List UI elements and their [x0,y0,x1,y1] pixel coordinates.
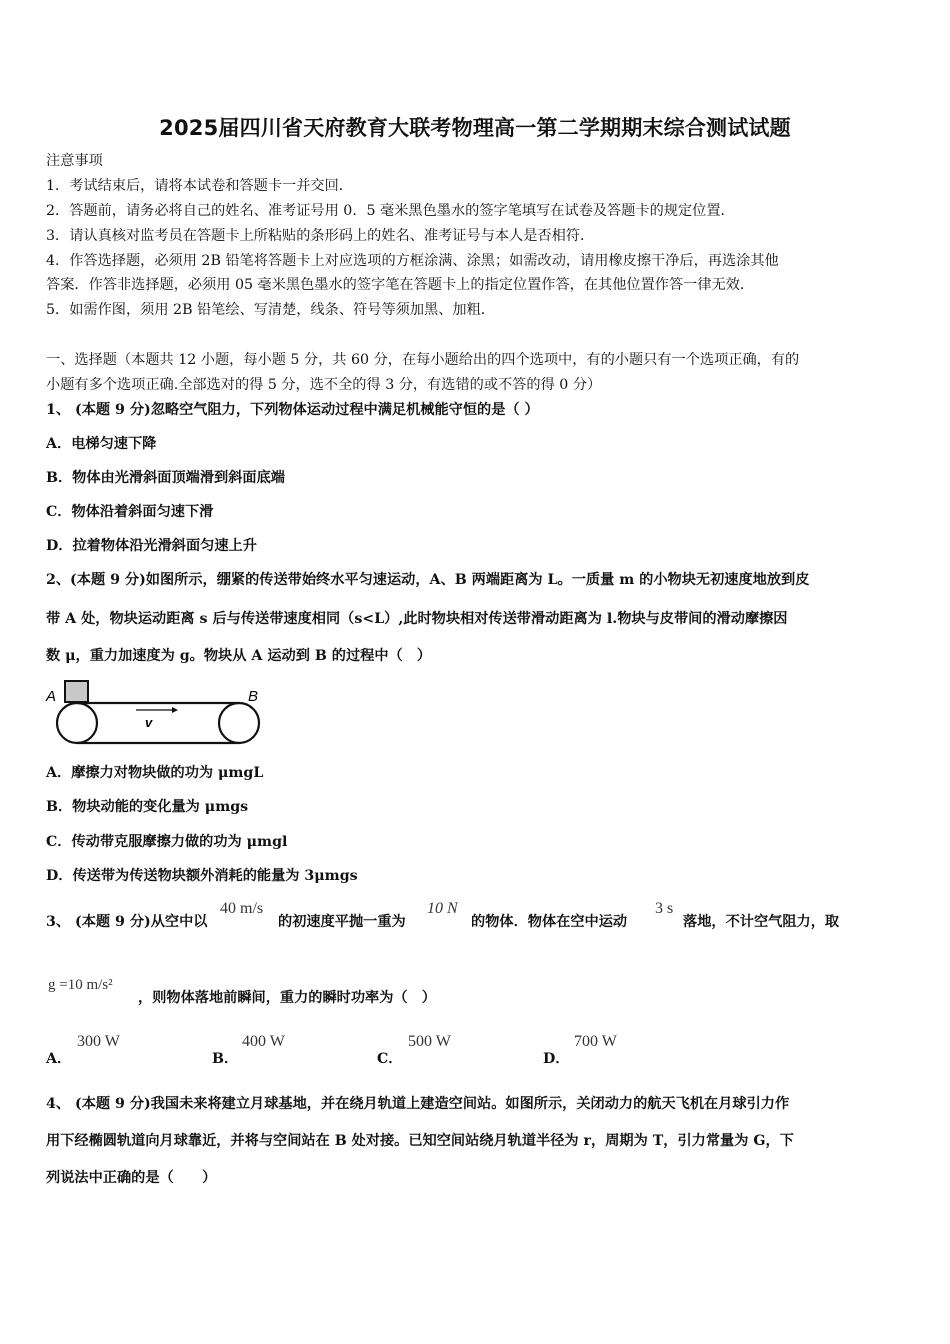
question-1-stem: 1、 (本题 9 分)忽略空气阻力，下列物体运动过程中满足机械能守恒的是（ ） [46,402,539,418]
figure-label-v: v [145,715,153,730]
question-2-option-d: D．传送带为传送物块额外消耗的能量为 3μmgs [46,868,358,884]
notice-item: 5．如需作图，须用 2B 铅笔绘、写清楚，线条、符号等须加黑、加粗． [46,302,495,318]
page-title: 2025届四川省天府教育大联考物理高一第二学期期末综合测试试题 [159,116,791,140]
question-2-stem: 数 μ，重力加速度为 g。物块从 A 运动到 B 的过程中（ ） [46,648,432,664]
question-1-option-d: D．拉着物体沿光滑斜面匀速上升 [46,538,257,554]
question-3-stem-part4: 落地，不计空气阻力，取 [683,914,840,930]
question-3-stem-part3: 的物体．物体在空中运动 [471,914,628,930]
question-2-option-b: B．物块动能的变化量为 μmgs [46,799,249,815]
question-3-option-a-letter: A． [46,1051,72,1067]
question-3-stem-part5: ，则物体落地前瞬间，重力的瞬时功率为（ ） [138,990,436,1006]
question-3-speed: 40 m/s [220,900,264,917]
question-1-option-c: C．物体沿着斜面匀速下滑 [46,504,214,520]
notice-item: 答案．作答非选择题，必须用 05 毫米黑色墨水的签字笔在答题卡上的指定位置作答，在其他位置作答一律无效． [46,277,755,293]
conveyor-belt-figure [44,676,266,750]
question-3-option-b-value: 400 W [242,1033,285,1050]
question-4-stem: 列说法中正确的是（ ） [46,1170,217,1186]
notice-item: 1．考试结束后，请将本试卷和答题卡一并交回． [46,178,353,194]
figure-label-a: A [46,688,57,705]
left-pulley-icon [57,703,97,743]
question-4-stem: 用下经椭圆轨道向月球靠近，并将与空间站在 B 处对接。已知空间站绕月轨道半径为 r，周期为 T，引力常量为 G，下 [46,1133,794,1149]
notice-item: 4．作答选择题，必须用 2B 铅笔将答题卡上对应选项的方框涂满、涂黑；如需改动，请用橡皮擦干净后，再选涂其他 [46,253,779,269]
question-3-option-c-value: 500 W [408,1033,451,1050]
question-3-weight: 10 N [427,900,458,917]
question-1-option-b: B．物体由光滑斜面顶端滑到斜面底端 [46,470,285,486]
question-3-time: 3 s [655,900,674,917]
right-pulley-icon [219,703,259,743]
question-3-option-a-value: 300 W [77,1033,120,1050]
question-1-option-a: A．电梯匀速下降 [46,436,157,452]
figure-label-b: B [248,688,259,705]
question-2-stem: 带 A 处，物块运动距离 s 后与传送带速度相同（s<L）,此时物块相对传送带滑动距离为 l.物块与皮带间的滑动摩擦因 [46,611,788,627]
question-3-option-b-letter: B． [212,1051,239,1067]
notice-heading: 注意事项 [46,153,103,169]
question-2-option-c: C．传动带克服摩擦力做的功为 μmgl [46,834,288,850]
question-2-stem: 2、(本题 9 分)如图所示，绷紧的传送带始终水平匀速运动，A、B 两端距离为 L。一质量 m 的小物块无初速度地放到皮 [46,572,810,588]
question-2-option-a: A．摩擦力对物块做的功为 μmgL [46,765,264,781]
question-3-stem-part2: 的初速度平抛一重为 [278,914,406,930]
question-4-stem: 4、 (本题 9 分)我国未来将建立月球基地，并在绕月轨道上建造空间站。如图所示，关闭动力的航天飞机在月球引力作 [46,1096,790,1112]
section-header: 小题有多个选项正确.全部选对的得 5 分，选不全的得 3 分，有选错的或不答的得 0 分） [46,377,602,393]
notice-item: 2．答题前，请务必将自己的姓名、准考证号用 0．5 毫米黑色墨水的签字笔填写在试卷及答题卡的规定位置． [46,203,735,219]
question-3-stem-part1: 3、 (本题 9 分)从空中以 [46,914,208,930]
question-3-gravity: g =10 m/s² [48,977,113,993]
block-icon [65,681,88,702]
question-3-option-d-value: 700 W [574,1033,617,1050]
question-3-option-c-letter: C． [377,1051,403,1067]
notice-item: 3．请认真核对监考员在答题卡上所粘贴的条形码上的姓名、准考证号与本人是否相符． [46,228,595,244]
section-header: 一、选择题（本题共 12 小题，每小题 5 分，共 60 分，在每小题给出的四个选项中，有的小题只有一个选项正确，有的 [46,352,800,368]
question-3-option-d-letter: D． [543,1051,570,1067]
velocity-arrowhead-icon [172,707,178,713]
